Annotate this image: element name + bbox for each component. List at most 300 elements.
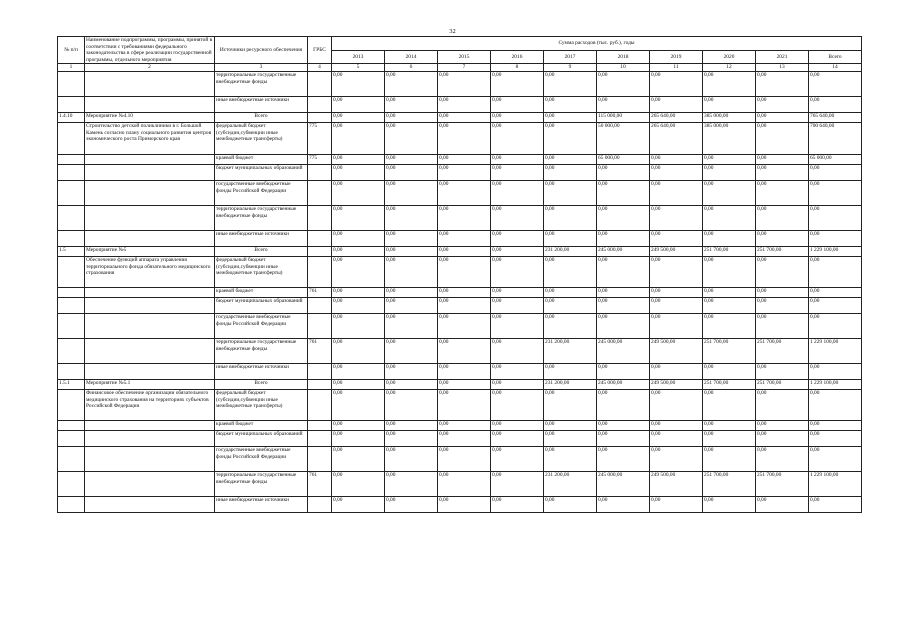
table-row <box>58 446 862 471</box>
row-source: иные внебюджетные источники <box>215 230 308 246</box>
row-total-value: 0,00 <box>809 287 862 297</box>
row-grbs <box>308 230 332 246</box>
row-value: 231 200,00 <box>544 246 597 256</box>
row-value: 0,00 <box>650 496 703 512</box>
row-value: 0,00 <box>438 363 491 379</box>
row-source: иные внебюджетные источники <box>215 496 308 512</box>
row-source: иные внебюджетные источники <box>215 96 308 112</box>
row-value: 0,00 <box>438 112 491 122</box>
row-value: 0,00 <box>491 96 544 112</box>
row-grbs: 761 <box>308 287 332 297</box>
row-value: 0,00 <box>650 154 703 164</box>
row-value: 0,00 <box>756 446 809 471</box>
column-number: 12 <box>703 64 756 72</box>
row-total-value: 0,00 <box>809 180 862 205</box>
row-value: 251 700,00 <box>756 471 809 496</box>
row-value: 0,00 <box>332 313 385 338</box>
row-value: 0,00 <box>491 122 544 154</box>
header-grbs: ГРБС <box>308 37 332 64</box>
row-source: Всего <box>215 112 308 122</box>
row-name <box>85 420 215 430</box>
row-value: 0,00 <box>385 71 438 96</box>
row-value: 0,00 <box>756 256 809 287</box>
row-source: государственные внебюджетные фонды Российской Федерации <box>215 313 308 338</box>
row-value: 0,00 <box>332 287 385 297</box>
row-value: 0,00 <box>650 420 703 430</box>
table-row <box>58 205 862 230</box>
row-total-value: 0,00 <box>809 430 862 446</box>
row-source: федеральный бюджет (субсидии,субвенции иные межбюджетные трансферты) <box>215 389 308 420</box>
row-name <box>85 430 215 446</box>
table-row <box>58 154 862 164</box>
row-value: 0,00 <box>385 471 438 496</box>
row-grbs <box>308 205 332 230</box>
row-number <box>58 389 85 420</box>
table-row <box>58 96 862 112</box>
row-value: 0,00 <box>385 420 438 430</box>
row-value: 249 500,00 <box>650 338 703 363</box>
row-number <box>58 430 85 446</box>
row-value: 0,00 <box>332 338 385 363</box>
row-value: 0,00 <box>703 297 756 313</box>
header-row <box>58 37 862 51</box>
row-value: 0,00 <box>597 389 650 420</box>
row-value: 0,00 <box>597 420 650 430</box>
row-value: 0,00 <box>491 297 544 313</box>
row-value: 0,00 <box>332 205 385 230</box>
table-row <box>58 122 862 154</box>
row-value: 0,00 <box>650 287 703 297</box>
row-value: 0,00 <box>438 446 491 471</box>
row-value: 0,00 <box>438 297 491 313</box>
column-number: 9 <box>544 64 597 72</box>
row-value: 0,00 <box>544 96 597 112</box>
row-value: 0,00 <box>385 112 438 122</box>
row-name <box>85 71 215 96</box>
row-value: 0,00 <box>385 180 438 205</box>
row-value: 0,00 <box>544 363 597 379</box>
row-value: 0,00 <box>385 287 438 297</box>
table-row <box>58 338 862 363</box>
column-number: 8 <box>491 64 544 72</box>
row-number <box>58 230 85 246</box>
row-total-value: 0,00 <box>809 256 862 287</box>
row-value: 0,00 <box>385 230 438 246</box>
row-name <box>85 230 215 246</box>
row-number <box>58 256 85 287</box>
row-name: Финансовое обеспечение организации обязательного медицинского страхования на территориях субъектов Российской Федерации <box>85 389 215 420</box>
row-name <box>85 363 215 379</box>
header-year: 2021 <box>756 50 809 64</box>
row-value: 0,00 <box>491 246 544 256</box>
row-total-value: 765 640,00 <box>809 112 862 122</box>
row-value: 0,00 <box>385 363 438 379</box>
row-value: 0,00 <box>756 297 809 313</box>
table-row <box>58 180 862 205</box>
row-grbs <box>308 379 332 389</box>
row-total-value: 0,00 <box>809 420 862 430</box>
row-value: 0,00 <box>385 338 438 363</box>
row-number <box>58 164 85 180</box>
header-name: Наименование подпрограммы, программы, принятой в соответствии с требованиями федерального законодательства в сфере реализации государственной программы, отдельного мероприятия <box>85 37 215 64</box>
row-number <box>58 96 85 112</box>
row-value: 251 700,00 <box>756 246 809 256</box>
row-value: 0,00 <box>332 496 385 512</box>
row-value: 0,00 <box>597 446 650 471</box>
table-row <box>58 471 862 496</box>
header-source: Источники ресурсного обеспечения <box>215 37 308 64</box>
row-grbs <box>308 313 332 338</box>
row-value: 0,00 <box>491 338 544 363</box>
row-value: 0,00 <box>703 287 756 297</box>
row-value: 0,00 <box>332 230 385 246</box>
row-value: 0,00 <box>703 496 756 512</box>
row-value: 0,00 <box>756 363 809 379</box>
row-grbs <box>308 430 332 446</box>
row-total-value: 0,00 <box>809 297 862 313</box>
row-value: 0,00 <box>544 496 597 512</box>
row-value: 0,00 <box>438 246 491 256</box>
row-value: 0,00 <box>438 313 491 338</box>
row-value: 0,00 <box>385 496 438 512</box>
row-source: Всего <box>215 246 308 256</box>
row-value: 0,00 <box>597 71 650 96</box>
table-row <box>58 71 862 96</box>
row-value: 0,00 <box>491 496 544 512</box>
row-value: 265 640,00 <box>650 112 703 122</box>
row-value: 385 000,00 <box>703 112 756 122</box>
row-grbs <box>308 446 332 471</box>
row-grbs <box>308 246 332 256</box>
row-value: 0,00 <box>332 122 385 154</box>
row-value: 0,00 <box>544 71 597 96</box>
row-value: 231 200,00 <box>544 471 597 496</box>
table-row <box>58 496 862 512</box>
row-value: 0,00 <box>544 287 597 297</box>
row-value: 231 200,00 <box>544 379 597 389</box>
row-value: 0,00 <box>332 256 385 287</box>
row-value: 0,00 <box>438 471 491 496</box>
row-grbs <box>308 420 332 430</box>
row-value: 0,00 <box>438 379 491 389</box>
row-value: 0,00 <box>332 71 385 96</box>
column-number: 10 <box>597 64 650 72</box>
row-grbs <box>308 112 332 122</box>
row-source: бюджет муниципальных образований <box>215 297 308 313</box>
row-value: 0,00 <box>491 164 544 180</box>
header-num: № п/п <box>58 37 85 64</box>
row-value: 0,00 <box>650 180 703 205</box>
row-value: 0,00 <box>597 205 650 230</box>
row-value: 0,00 <box>438 420 491 430</box>
row-value: 0,00 <box>756 154 809 164</box>
row-value: 245 000,00 <box>597 379 650 389</box>
row-value: 0,00 <box>385 430 438 446</box>
row-value: 0,00 <box>703 164 756 180</box>
row-value: 0,00 <box>332 164 385 180</box>
row-number <box>58 446 85 471</box>
row-source: краевой бюджет <box>215 420 308 430</box>
row-grbs: 761 <box>308 338 332 363</box>
row-value: 50 000,00 <box>597 122 650 154</box>
row-value: 251 700,00 <box>703 471 756 496</box>
row-value: 251 700,00 <box>703 338 756 363</box>
row-grbs <box>308 71 332 96</box>
table-row <box>58 420 862 430</box>
row-value: 0,00 <box>544 256 597 287</box>
row-number <box>58 471 85 496</box>
row-grbs <box>308 256 332 287</box>
column-number: 7 <box>438 64 491 72</box>
row-value: 0,00 <box>491 313 544 338</box>
row-source: территориальные государственные внебюджетные фонды <box>215 71 308 96</box>
row-value: 249 500,00 <box>650 379 703 389</box>
row-value: 0,00 <box>385 389 438 420</box>
row-number <box>58 338 85 363</box>
row-value: 0,00 <box>491 363 544 379</box>
row-value: 0,00 <box>756 313 809 338</box>
header-year: 2014 <box>385 50 438 64</box>
row-value: 0,00 <box>491 112 544 122</box>
row-value: 0,00 <box>650 230 703 246</box>
row-value: 0,00 <box>650 313 703 338</box>
row-grbs: 775 <box>308 122 332 154</box>
row-total-value: 1 229 100,00 <box>809 471 862 496</box>
row-number <box>58 420 85 430</box>
row-value: 0,00 <box>544 230 597 246</box>
row-value: 0,00 <box>438 430 491 446</box>
table-row-total <box>58 379 862 389</box>
row-number: 1.5.1 <box>58 379 85 389</box>
row-value: 0,00 <box>703 430 756 446</box>
row-value: 0,00 <box>597 430 650 446</box>
row-value: 0,00 <box>438 389 491 420</box>
row-value: 0,00 <box>544 180 597 205</box>
row-value: 0,00 <box>438 154 491 164</box>
row-name: Обеспечение функций аппарата управления территориального фонда обязательного медицинского страхования <box>85 256 215 287</box>
row-value: 0,00 <box>385 96 438 112</box>
row-number: 1.5 <box>58 246 85 256</box>
row-number <box>58 154 85 164</box>
row-number: 1.4.10 <box>58 112 85 122</box>
row-value: 251 700,00 <box>703 379 756 389</box>
row-value: 0,00 <box>385 122 438 154</box>
row-value: 0,00 <box>597 287 650 297</box>
row-value: 251 700,00 <box>703 246 756 256</box>
row-value: 0,00 <box>544 154 597 164</box>
row-value: 0,00 <box>332 389 385 420</box>
row-value: 0,00 <box>756 112 809 122</box>
row-value: 0,00 <box>756 122 809 154</box>
table-row <box>58 313 862 338</box>
table-row <box>58 287 862 297</box>
table-row <box>58 297 862 313</box>
row-value: 0,00 <box>385 246 438 256</box>
row-value: 0,00 <box>756 164 809 180</box>
row-value: 0,00 <box>544 205 597 230</box>
row-value: 0,00 <box>756 496 809 512</box>
row-number <box>58 180 85 205</box>
row-value: 0,00 <box>650 446 703 471</box>
row-value: 0,00 <box>544 112 597 122</box>
row-value: 0,00 <box>491 230 544 246</box>
row-value: 0,00 <box>703 256 756 287</box>
row-value: 385 000,00 <box>703 122 756 154</box>
row-value: 0,00 <box>385 205 438 230</box>
row-value: 0,00 <box>332 363 385 379</box>
table-row <box>58 389 862 420</box>
row-source: государственные внебюджетные фонды Российской Федерации <box>215 180 308 205</box>
row-name <box>85 446 215 471</box>
row-value: 0,00 <box>650 164 703 180</box>
row-value: 0,00 <box>438 256 491 287</box>
row-value: 0,00 <box>385 379 438 389</box>
row-number <box>58 363 85 379</box>
row-value: 0,00 <box>703 420 756 430</box>
row-total-value: 700 640,00 <box>809 122 862 154</box>
row-value: 245 000,00 <box>597 338 650 363</box>
row-grbs <box>308 496 332 512</box>
row-value: 0,00 <box>332 154 385 164</box>
row-source: государственные внебюджетные фонды Российской Федерации <box>215 446 308 471</box>
row-value: 0,00 <box>544 122 597 154</box>
column-number: 6 <box>385 64 438 72</box>
row-value: 0,00 <box>438 96 491 112</box>
column-number: 5 <box>332 64 385 72</box>
row-value: 0,00 <box>597 164 650 180</box>
column-number: 11 <box>650 64 703 72</box>
row-value: 0,00 <box>332 246 385 256</box>
row-total-value: 0,00 <box>809 496 862 512</box>
header-year: 2013 <box>332 50 385 64</box>
row-value: 0,00 <box>332 430 385 446</box>
row-total-value: 65 000,00 <box>809 154 862 164</box>
row-number <box>58 71 85 96</box>
row-value: 0,00 <box>385 313 438 338</box>
column-number: 3 <box>215 64 308 72</box>
row-value: 0,00 <box>703 313 756 338</box>
row-value: 0,00 <box>491 71 544 96</box>
row-value: 0,00 <box>756 287 809 297</box>
row-value: 0,00 <box>650 205 703 230</box>
row-value: 0,00 <box>385 297 438 313</box>
row-grbs <box>308 180 332 205</box>
row-value: 0,00 <box>385 154 438 164</box>
row-grbs: 775 <box>308 154 332 164</box>
row-value: 249 500,00 <box>650 471 703 496</box>
row-value: 0,00 <box>597 363 650 379</box>
row-value: 0,00 <box>438 122 491 154</box>
row-total-value: 0,00 <box>809 446 862 471</box>
row-total-value: 1 229 100,00 <box>809 379 862 389</box>
row-value: 0,00 <box>756 71 809 96</box>
row-value: 0,00 <box>703 363 756 379</box>
row-value: 245 000,00 <box>597 471 650 496</box>
row-value: 0,00 <box>385 446 438 471</box>
row-value: 231 200,00 <box>544 338 597 363</box>
row-value: 0,00 <box>438 496 491 512</box>
row-total-value: 0,00 <box>809 363 862 379</box>
row-value: 0,00 <box>438 164 491 180</box>
table-row <box>58 363 862 379</box>
row-total-value: 1 229 100,00 <box>809 246 862 256</box>
row-value: 0,00 <box>756 205 809 230</box>
row-grbs <box>308 389 332 420</box>
row-value: 0,00 <box>491 389 544 420</box>
row-value: 0,00 <box>332 96 385 112</box>
row-value: 0,00 <box>544 420 597 430</box>
row-value: 65 000,00 <box>597 154 650 164</box>
row-value: 0,00 <box>332 420 385 430</box>
row-value: 0,00 <box>597 297 650 313</box>
row-value: 0,00 <box>332 446 385 471</box>
row-value: 0,00 <box>544 313 597 338</box>
row-source: федеральный бюджет (субсидии,субвенции иные межбюджетные трансферты) <box>215 256 308 287</box>
column-number: 2 <box>85 64 215 72</box>
row-source: Всего <box>215 379 308 389</box>
row-value: 0,00 <box>703 205 756 230</box>
budget-table <box>57 36 862 513</box>
row-name: Мероприятие №5.1 <box>85 379 215 389</box>
row-value: 0,00 <box>650 389 703 420</box>
row-name <box>85 205 215 230</box>
row-value: 0,00 <box>650 297 703 313</box>
row-total-value: 0,00 <box>809 313 862 338</box>
row-value: 0,00 <box>491 379 544 389</box>
row-value: 0,00 <box>703 389 756 420</box>
row-total-value: 0,00 <box>809 230 862 246</box>
row-value: 0,00 <box>332 297 385 313</box>
row-value: 0,00 <box>491 287 544 297</box>
row-value: 0,00 <box>438 338 491 363</box>
row-value: 0,00 <box>544 164 597 180</box>
row-grbs <box>308 164 332 180</box>
row-source: бюджет муниципальных образований <box>215 430 308 446</box>
row-total-value: 0,00 <box>809 71 862 96</box>
row-total-value: 0,00 <box>809 205 862 230</box>
row-value: 0,00 <box>491 256 544 287</box>
row-value: 0,00 <box>703 71 756 96</box>
row-value: 0,00 <box>385 164 438 180</box>
row-value: 0,00 <box>491 420 544 430</box>
row-name: Мероприятие №5 <box>85 246 215 256</box>
row-value: 0,00 <box>544 446 597 471</box>
row-name <box>85 154 215 164</box>
row-grbs: 761 <box>308 471 332 496</box>
row-value: 0,00 <box>703 230 756 246</box>
header-year: 2016 <box>491 50 544 64</box>
row-value: 0,00 <box>491 154 544 164</box>
row-name <box>85 96 215 112</box>
row-value: 0,00 <box>650 256 703 287</box>
row-value: 249 500,00 <box>650 246 703 256</box>
row-value: 115 000,00 <box>597 112 650 122</box>
row-value: 0,00 <box>544 297 597 313</box>
row-value: 0,00 <box>756 230 809 246</box>
row-value: 0,00 <box>544 430 597 446</box>
row-value: 0,00 <box>597 256 650 287</box>
table-row <box>58 164 862 180</box>
row-value: 0,00 <box>438 287 491 297</box>
row-value: 251 700,00 <box>756 379 809 389</box>
column-number: 4 <box>308 64 332 72</box>
row-value: 0,00 <box>332 379 385 389</box>
row-value: 0,00 <box>332 112 385 122</box>
row-value: 0,00 <box>332 180 385 205</box>
row-source: территориальные государственные внебюджетные фонды <box>215 205 308 230</box>
row-grbs <box>308 297 332 313</box>
row-number <box>58 205 85 230</box>
